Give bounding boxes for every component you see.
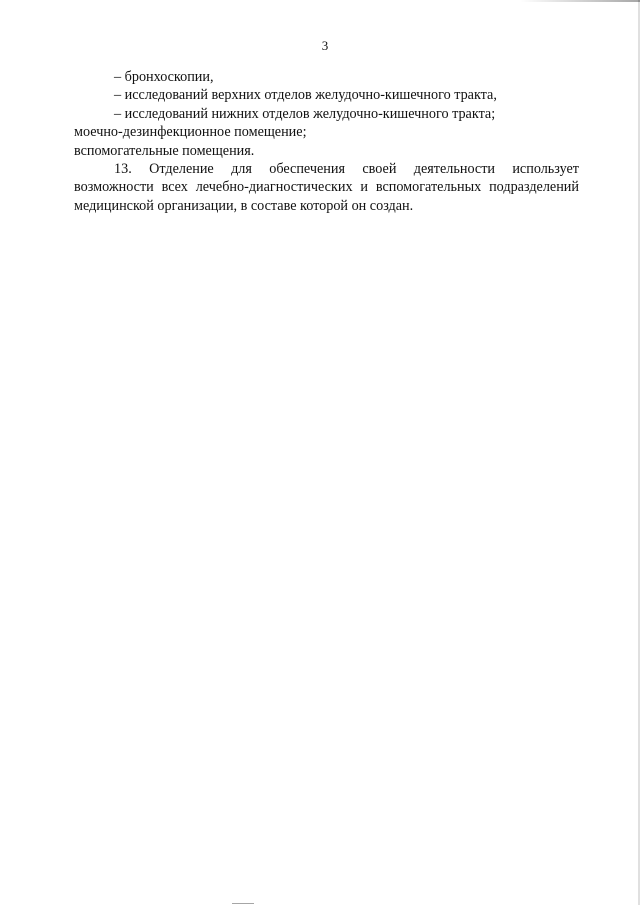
room-auxiliary: вспомогательные помещения. (74, 142, 255, 159)
scan-mark-bottom (232, 903, 254, 904)
list-item-upper-gi: – исследований верхних отделов желудочно-кишечного тракта, (114, 87, 497, 104)
list-item-bronchoscopy: – бронхоскопии, (114, 69, 214, 85)
paragraph-13: 13. Отделение для обеспечения своей деятельности использует возможности всех лечебно-диагностических и вспомогательных подразделений медицинской организации, в составе которой он создан. (74, 161, 579, 214)
room-washing-disinfection: моечно-дезинфекционное помещение; (74, 124, 307, 141)
document-body (74, 68, 579, 215)
list-item-lower-gi: – исследований нижних отделов желудочно-кишечного тракта; (114, 105, 496, 122)
page-number: 3 (321, 38, 329, 53)
scan-edge-top (520, 0, 640, 2)
